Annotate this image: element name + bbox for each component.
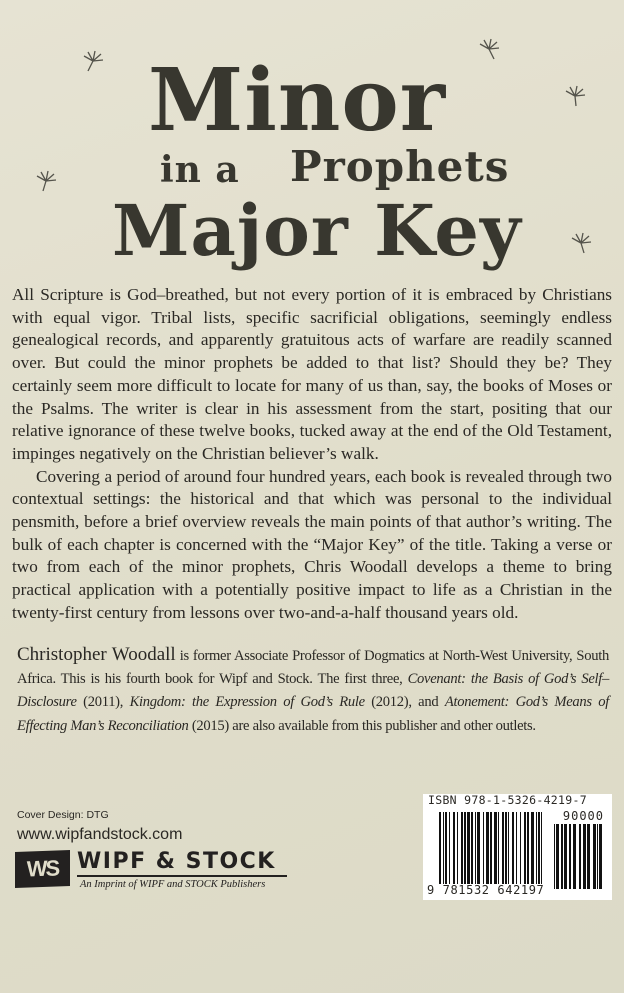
title-prophets: Prophets bbox=[290, 142, 510, 191]
bio-text: (2011), bbox=[76, 694, 130, 711]
dandelion-seed-icon bbox=[564, 85, 586, 107]
divider bbox=[77, 875, 287, 877]
barcode-bar bbox=[597, 824, 598, 889]
publisher-imprint: An Imprint of WIPF and STOCK Publishers bbox=[80, 879, 266, 890]
book-title: Atonement: God’s Means of Effecting Man’s Reconciliation bbox=[17, 694, 609, 734]
addon-barcode-bars bbox=[554, 824, 604, 889]
dandelion-seed-icon bbox=[35, 170, 57, 192]
title-major-key: Major Key bbox=[112, 189, 522, 272]
author-bio bbox=[17, 643, 609, 739]
barcode-bar bbox=[569, 824, 571, 889]
barcode-bar bbox=[599, 824, 602, 889]
isbn-text: ISBN 978-1-5326-4219-7 bbox=[428, 793, 587, 807]
blurb-paragraph-1: All Scripture is God–breathed, but not every portion of it is embraced by Christians with equal vigor. Tribal lists, specific sacrificial obligations, seemingly endless genealogical records, and apparently gratuitous acts of warfare are readily scanned over. But could the minor prophets be added to that list? Should they be? They certainly seem more difficult to locate for many of us than, say, the books of Moses or the Psalms. The writer is clear in his assessment from the start, positing that our relative ignorance of these twelve books, tucked away at the end of the Old Testament, impinges negatively on the Christian believer’s walk. bbox=[12, 285, 612, 463]
book-title: Kingdom: the Expression of God’s Rule bbox=[129, 694, 365, 711]
barcode-bar bbox=[554, 824, 555, 889]
back-cover-text bbox=[12, 284, 612, 738]
barcode-bar bbox=[587, 824, 590, 889]
dandelion-seed-icon bbox=[570, 232, 592, 254]
dandelion-seed-icon bbox=[478, 38, 500, 60]
barcode-bar bbox=[561, 824, 563, 889]
ean-text: 9 781532 642197 bbox=[427, 883, 545, 897]
barcode-bar bbox=[564, 824, 567, 889]
barcode-bar bbox=[573, 824, 576, 889]
barcode-bar bbox=[593, 824, 596, 889]
isbn-barcode bbox=[423, 794, 612, 900]
publisher-logo: WS bbox=[15, 850, 70, 888]
title-minor: Minor bbox=[148, 50, 447, 151]
book-title: Covenant: the Basis of God’s Self–Disclosure bbox=[17, 670, 610, 711]
author-name: Christopher Woodall bbox=[17, 643, 176, 665]
bio-text: (2015) are also available from this publisher and other outlets. bbox=[188, 717, 536, 734]
barcode-bar bbox=[556, 824, 559, 889]
publisher-url[interactable]: www.wipfandstock.com bbox=[17, 826, 183, 843]
dandelion-seed-icon bbox=[82, 50, 104, 72]
title-in-a: in a bbox=[160, 149, 240, 191]
price-addon-text: 90000 bbox=[562, 809, 604, 823]
barcode-bar bbox=[579, 824, 581, 889]
bio-text: is former Associate Professor of Dogmatics at North-West University, South Africa. This is his fourth book for Wipf and Stock. The first three, bbox=[17, 647, 609, 687]
bio-text: (2012), and bbox=[364, 694, 445, 711]
blurb-paragraph-2: Covering a period of around four hundred years, each book is revealed through two contextual settings: the historical and that which was personal to the individual pensmith, before a brief overview reveals the main points of that author’s writing. The bulk of each chapter is concerned with the “Major Key” of the title. Taking a verse or two from each of the minor prophets, Chris Woodall develops a theme to bring practical application with a potentially positive impact to life as a Christian in the twenty-first century from lessons over two-and-a-half thousand years old. bbox=[12, 466, 612, 622]
barcode-bar bbox=[583, 824, 586, 889]
publisher-name: WIPF & STOCK bbox=[77, 849, 276, 874]
cover-design-credit: Cover Design: DTG bbox=[17, 809, 109, 821]
